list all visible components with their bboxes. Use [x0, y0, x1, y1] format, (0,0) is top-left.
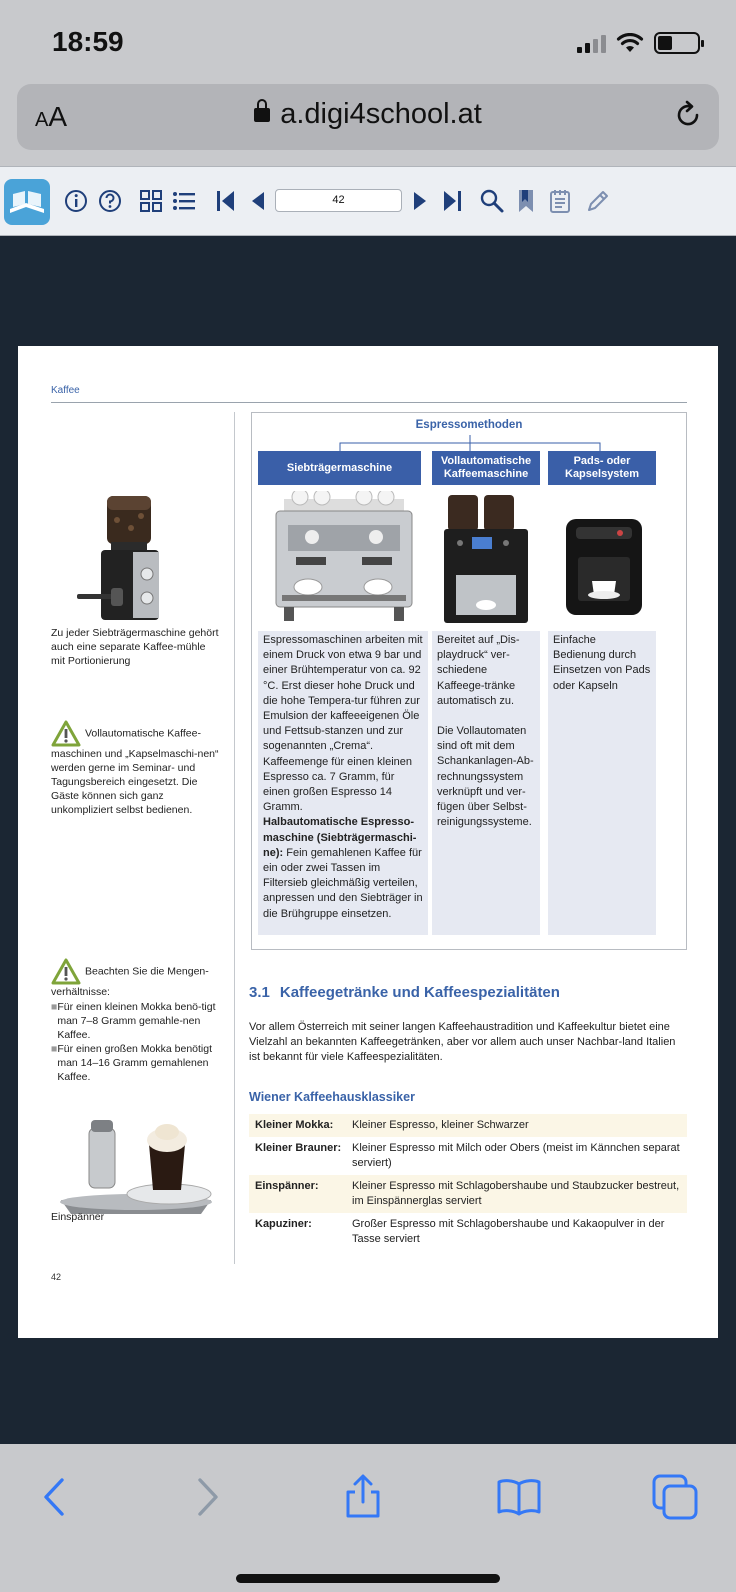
running-head: Kaffee: [51, 385, 80, 396]
kapsel-machine-image: [558, 491, 650, 627]
status-icons: [577, 32, 700, 54]
thumbnails-icon[interactable]: [137, 187, 165, 215]
list-icon[interactable]: [170, 187, 198, 215]
method-text-kapsel: Einfache Bedienung durch Einsetzen von Pads oder Kapseln: [548, 631, 656, 935]
back-icon[interactable]: [30, 1472, 80, 1522]
column-rule: [234, 412, 235, 1264]
url-display[interactable]: [17, 98, 719, 131]
last-page-icon[interactable]: [438, 187, 466, 215]
quantity-list: [51, 1000, 221, 1084]
table-row: Kapuziner: Großer Espresso mit Schlagobershaube und Kakaopulver in der Tasse serviert: [255, 1218, 665, 1245]
kaffeehaus-klassiker-table: [249, 1114, 687, 1251]
page-number-input[interactable]: 42: [275, 189, 402, 212]
forward-icon[interactable]: [182, 1472, 232, 1522]
reload-icon[interactable]: [673, 100, 703, 130]
siebtraeger-machine-image: [266, 491, 422, 627]
safari-bottom-toolbar: [0, 1444, 736, 1592]
tip-note-seminar: [51, 720, 221, 817]
method-text-siebtraeger: Espressomaschinen arbeiten mit einem Druck von etwa 9 bar und einer Brühtemperatur von ca. 92 °C. Erst dieser hohe Druck und die hohe Tempera-tur führen zur Emulsion der kaffeeeigenen Öle und Fettsub-stanzen und zur sogenannten „Crema“. Kaffeemenge für einen kleinen Espresso ca. 7 Gramm, für einen großen Espresso 14 Gramm. Halbautomatische Espresso-maschine (Siebträgermaschi-ne): Fein gemahlenen Kaffee für ein oder zwei Tassen im Filtersieb gleichmäßig verteilen, anpressen und den Siebträger in die Brühgruppe einsetzen.: [258, 631, 428, 935]
method-text-vollautomat: Bereitet auf „Dis-playdruck“ ver-schiedene Kaffeege-tränke automatisch zu. Die Vollautomaten sind oft mit dem Schankanlagen-Ab-rechnungssystem verknüpft und ver-fügen über Selbst-reinigungssysteme.: [432, 631, 540, 935]
method-heading-siebtraeger: Siebträgermaschine: [258, 451, 421, 485]
subsection-heading: Wiener Kaffeehausklassiker: [249, 1090, 415, 1104]
tip-note-quantities-intro: Beachten Sie die Mengen-verhältnisse:: [51, 965, 209, 998]
bookmarks-icon[interactable]: [494, 1472, 544, 1522]
table-row: Kleiner Mokka: Kleiner Espresso, kleiner Schwarzer: [249, 1114, 687, 1137]
next-page-icon[interactable]: [406, 187, 434, 215]
table-row: Einspänner: Kleiner Espresso mit Schlagobershaube und Staubzucker bestreut, im Einspännerglas serviert: [249, 1175, 687, 1213]
einspaenner-caption: Einspänner: [51, 1211, 105, 1223]
cellular-signal-icon: [577, 33, 606, 53]
bookmark-icon[interactable]: [512, 187, 540, 215]
text-size-button[interactable]: AA: [35, 101, 68, 132]
methods-title: Espressomethoden: [415, 419, 523, 431]
page-number: 42: [51, 1272, 62, 1282]
einspaenner-image: [51, 1110, 221, 1224]
coffee-grinder-image: [73, 490, 193, 628]
tabs-icon[interactable]: [650, 1472, 700, 1522]
section-body: Vor allem Österreich mit seiner langen Kaffeehaustradition und Kaffeekultur bietet eine Vielzahl an bekannten Kaffeegetränken, aber vor allem auch unser Nachbar-land Italien ist bekannt für viele Kaffeespezialitäten.: [249, 1021, 676, 1063]
lock-icon: [254, 108, 270, 122]
safari-top-bar: [0, 0, 736, 166]
section-heading: 3.1 Kaffeegetränke und Kaffeespezialitäten: [249, 984, 560, 1001]
notes-icon[interactable]: [546, 187, 574, 215]
home-indicator[interactable]: [236, 1574, 500, 1583]
header-rule: [51, 402, 687, 403]
book-page[interactable]: [18, 346, 718, 1338]
help-icon[interactable]: [96, 187, 124, 215]
url-text: a.digi4school.at: [280, 98, 482, 130]
search-icon[interactable]: [478, 187, 506, 215]
warning-triangle-icon: [51, 958, 81, 985]
method-heading-vollautomat: Vollautomatische Kaffeemaschine: [432, 451, 540, 485]
warning-triangle-icon: [51, 720, 81, 747]
tip-note-quantities: [51, 958, 221, 1084]
vollautomat-machine-image: [438, 491, 534, 627]
status-time: 18:59: [52, 26, 124, 57]
list-item: ■ Für einen kleinen Mokka benö-tigt man 7–8 Gramm gemahle-nen Kaffee.: [51, 1001, 216, 1041]
method-text-bold-lead: Halbautomatische Espresso-maschine (Siebträgermaschi-ne):: [263, 816, 417, 859]
espresso-methods-figure: [251, 412, 687, 950]
pen-icon[interactable]: [584, 187, 612, 215]
grinder-caption: Zu jeder Siebträgermaschine gehört auch eine separate Kaffee-mühle mit Portionierung: [51, 627, 219, 667]
first-page-icon[interactable]: [212, 187, 240, 215]
address-bar[interactable]: [17, 84, 719, 150]
wifi-icon: [616, 33, 644, 53]
method-heading-kapsel: Pads- oder Kapselsystem: [548, 451, 656, 485]
previous-page-icon[interactable]: [244, 187, 272, 215]
info-icon[interactable]: [62, 187, 90, 215]
list-item: ■ Für einen großen Mokka benötigt man 14–16 Gramm gemahlenen Kaffee.: [51, 1043, 213, 1083]
square-bullet-icon: ■: [51, 1043, 58, 1055]
square-bullet-icon: ■: [51, 1001, 58, 1013]
battery-icon: [654, 32, 700, 54]
table-row: Kleiner Brauner: Kleiner Espresso mit Milch oder Obers (meist im Kännchen separat serviert): [255, 1142, 680, 1169]
book-logo-icon[interactable]: [4, 179, 50, 225]
tip-note-seminar-text: Vollautomatische Kaffee-maschinen und „Kapselmaschi-nen“ werden gerne im Seminar- und Tagungsbereich eingesetzt. Die Gäste können sich ganz unkompliziert selbst bedienen.: [51, 727, 219, 816]
reader-toolbar: [0, 166, 736, 236]
share-icon[interactable]: [338, 1472, 388, 1522]
